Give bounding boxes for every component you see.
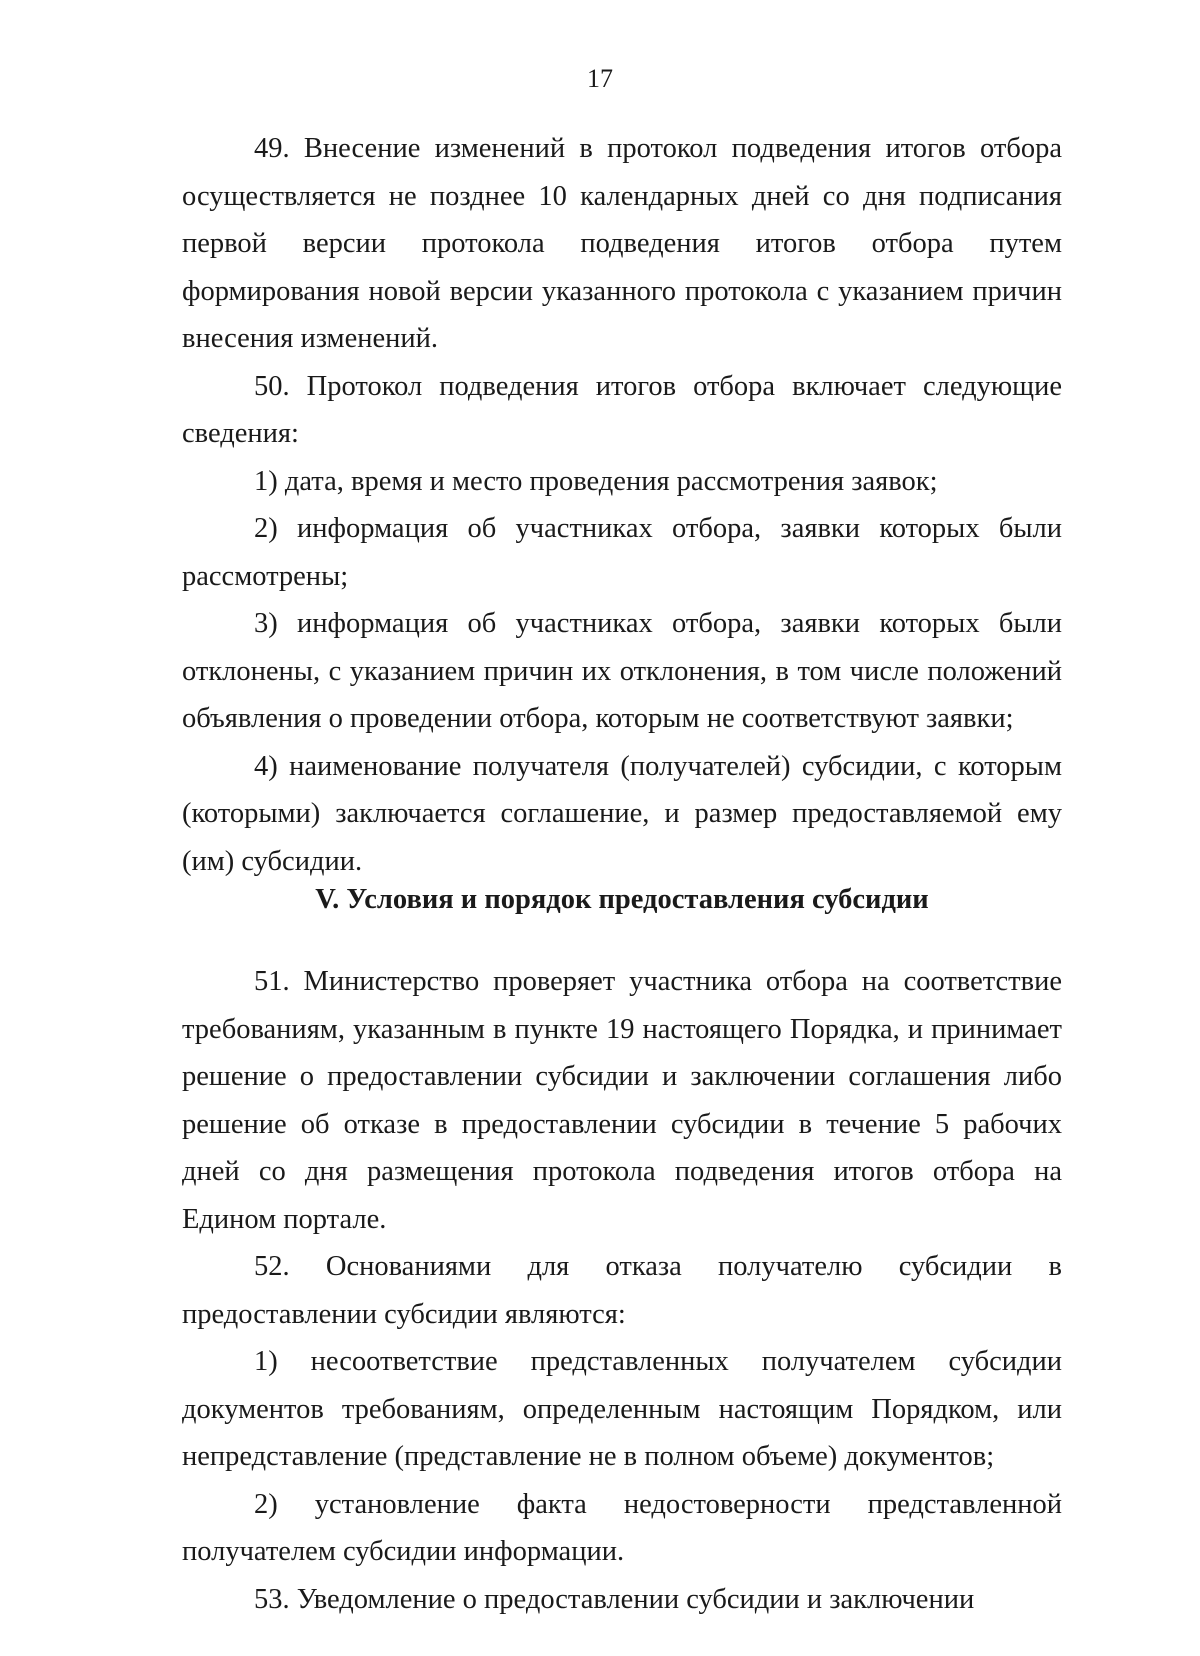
list-item-52-2: 2) установление факта недостоверности представленной получателем субсидии информации. <box>182 1488 1062 1567</box>
page-number: 17 <box>587 64 613 93</box>
section-conditions <box>182 958 1062 1623</box>
paragraph-53: 53. Уведомление о предоставлении субсидии и заключении <box>254 1583 975 1615</box>
paragraph-52: 52. Основаниями для отказа получателю субсидии в предоставлении субсидии являются: <box>182 1251 1062 1330</box>
section-heading: V. Условия и порядок предоставления субсидии <box>315 884 929 915</box>
paragraph-50: 50. Протокол подведения итогов отбора включает следующие сведения: <box>182 370 1062 449</box>
paragraph-49: 49. Внесение изменений в протокол подведения итогов отбора осуществляется не позднее 10 календарных дней со дня подписания первой версии протокола подведения итогов отбора путем формирования новой версии указанного протокола с указанием причин внесения изменений. <box>182 133 1062 354</box>
list-item-50-3: 3) информация об участниках отбора, заявки которых были отклонены, с указанием причин их отклонения, в том числе положений объявления о проведении отбора, которым не соответствуют заявки; <box>182 608 1062 734</box>
list-item-52-1: 1) несоответствие представленных получателем субсидии документов требованиям, определенным настоящим Порядком, или непредставление (представление не в полном объеме) документов; <box>182 1346 1062 1472</box>
list-item-50-1: 1) дата, время и место проведения рассмотрения заявок; <box>254 465 938 497</box>
list-item-50-2: 2) информация об участниках отбора, заявки которых были рассмотрены; <box>182 513 1062 592</box>
section-protocol <box>182 125 1062 885</box>
list-item-50-4: 4) наименование получателя (получателей) субсидии, с которым (которыми) заключается соглашение, и размер предоставляемой ему (им) субсидии. <box>182 750 1062 877</box>
paragraph-51: 51. Министерство проверяет участника отбора на соответствие требованиям, указанным в пункте 19 настоящего Порядка, и принимает решение о предоставлении субсидии и заключении соглашения либо решение об отказе в предоставлении субсидии в течение 5 рабочих дней со дня размещения протокола подведения итогов отбора на Едином портале. <box>182 966 1062 1235</box>
